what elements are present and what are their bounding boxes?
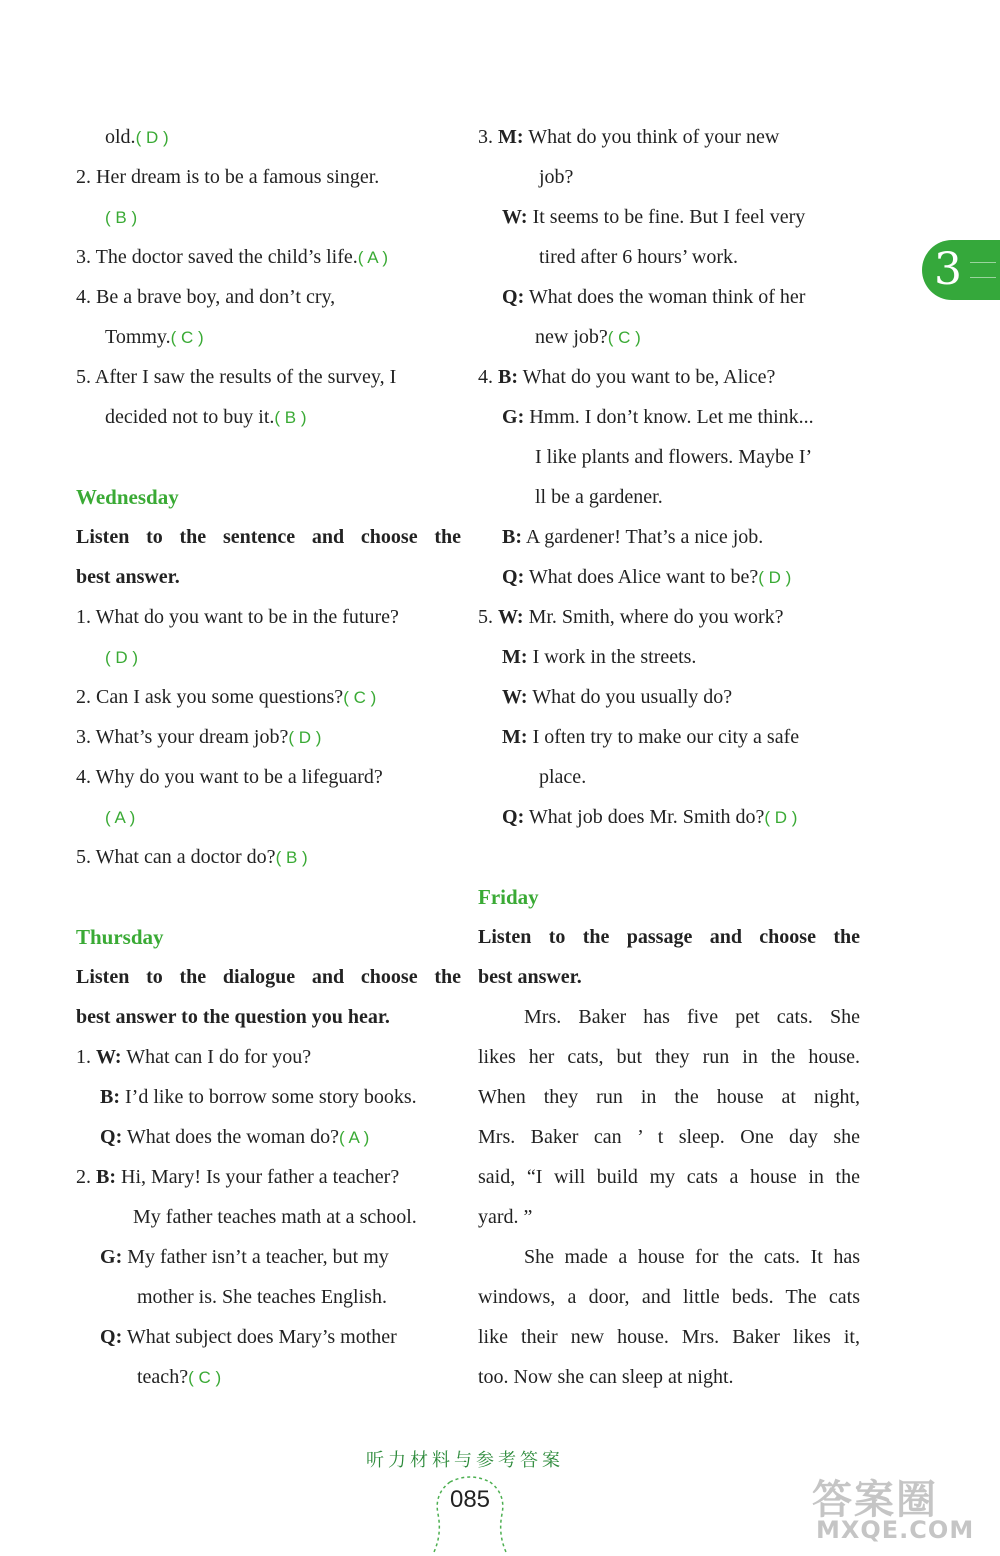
dialogue-line: ll be a gardener. [535, 486, 663, 508]
dialogue-line: W: What do you usually do? [502, 686, 733, 708]
passage-line: Mrs. Baker can ’ t sleep. One day she [478, 1126, 860, 1148]
passage-line: too. Now she can sleep at night. [478, 1366, 734, 1388]
section-title-thursday: Thursday [76, 925, 164, 949]
instruction: Listen to the passage and choose the [478, 926, 860, 948]
list-item: Tommy.( C ) [105, 326, 204, 348]
list-item: 4. Why do you want to be a lifeguard? [76, 766, 383, 788]
answer-label: ( B ) [275, 848, 308, 867]
watermark-en: MXQE.COM [816, 1516, 975, 1544]
dialogue-line: 3. M: What do you think of your new [478, 126, 780, 148]
section-title-friday: Friday [478, 885, 539, 909]
dialogue-line: place. [539, 766, 587, 788]
dialogue-line: job? [539, 166, 574, 188]
list-item: 3. What’s your dream job?( D ) [76, 726, 322, 748]
unit-number: 3 [934, 244, 962, 295]
dialogue-line: 4. B: What do you want to be, Alice? [478, 366, 776, 388]
instruction: best answer. [478, 966, 582, 988]
dialogue-line: Q: What does Alice want to be?( D ) [502, 566, 792, 588]
passage-line: likes her cats, but they run in the house. [478, 1046, 860, 1068]
dialogue-line: B: I’d like to borrow some story books. [100, 1086, 417, 1108]
dialogue-line: I like plants and flowers. Maybe I’ [535, 446, 813, 468]
passage-line: windows, a door, and little beds. The cats [478, 1286, 860, 1308]
dialogue-line: B: A gardener! That’s a nice job. [502, 526, 764, 548]
dialogue-line: 1. W: What can I do for you? [76, 1046, 312, 1068]
tab-decoration [970, 262, 996, 278]
list-item: 5. After I saw the results of the survey, I [76, 366, 397, 388]
passage-line: like their new house. Mrs. Baker likes it, [478, 1326, 860, 1348]
instruction: Listen to the sentence and choose the [76, 526, 461, 548]
answer-label: ( B ) [105, 208, 138, 227]
left-column [76, 117, 461, 1397]
passage-line: said, “I will build my cats a house in the [478, 1166, 860, 1188]
dialogue-line: W: It seems to be fine. But I feel very [502, 206, 806, 228]
dialogue-line: Q: What job does Mr. Smith do?( D ) [502, 806, 798, 828]
dialogue-line: new job?( C ) [535, 326, 641, 348]
unit-tab [922, 240, 1000, 300]
answer-label: ( D ) [758, 568, 792, 587]
dialogue-line: teach?( C ) [137, 1366, 222, 1388]
watermark-cn: 答案圈 [812, 1477, 938, 1523]
answer-label: ( C ) [188, 1368, 222, 1387]
answer-label: ( D ) [288, 728, 322, 747]
list-item: 1. What do you want to be in the future? [76, 606, 399, 628]
list-item: 3. The doctor saved the child’s life.( A ) [76, 246, 389, 268]
page-number-badge [420, 1474, 520, 1556]
answer-label: ( A ) [339, 1128, 370, 1147]
answer-label: ( C ) [607, 328, 641, 347]
dialogue-line: My father teaches math at a school. [133, 1206, 417, 1228]
dialogue-line: M: I work in the streets. [502, 646, 697, 668]
dialogue-line: Q: What does the woman do?( A ) [100, 1126, 370, 1148]
dialogue-line: G: My father isn’t a teacher, but my [100, 1246, 389, 1268]
section-title-wednesday: Wednesday [76, 485, 179, 509]
dialogue-line: tired after 6 hours’ work. [539, 246, 739, 268]
dialogue-line: mother is. She teaches English. [137, 1286, 387, 1308]
list-item: 2. Her dream is to be a famous singer. [76, 166, 380, 188]
passage-line: yard. ” [478, 1206, 533, 1228]
instruction: Listen to the dialogue and choose the [76, 966, 461, 988]
dialogue-line: M: I often try to make our city a safe [502, 726, 800, 748]
answer-label: ( A ) [105, 808, 136, 827]
passage-line: She made a house for the cats. It has [524, 1246, 860, 1268]
instruction: best answer to the question you hear. [76, 1006, 390, 1028]
list-item: 5. What can a doctor do?( B ) [76, 846, 308, 868]
dialogue-line: G: Hmm. I don’t know. Let me think... [502, 406, 814, 428]
answer-label: ( D ) [135, 128, 169, 147]
footer-title: 听力材料与参考答案 [366, 1450, 564, 1471]
watermark [808, 1468, 998, 1548]
dialogue-line: Q: What does the woman think of her [502, 286, 806, 308]
answer-label: ( D ) [105, 648, 139, 667]
list-item [76, 197, 461, 237]
list-item: 2. Can I ask you some questions?( C ) [76, 686, 377, 708]
dialogue-line: Q: What subject does Mary’s mother [100, 1326, 397, 1348]
answer-label: ( D ) [764, 808, 798, 827]
list-item [76, 797, 461, 837]
list-item: 4. Be a brave boy, and don’t cry, [76, 286, 336, 308]
answer-label: ( B ) [274, 408, 307, 427]
list-item: decided not to buy it.( B ) [105, 406, 307, 428]
list-item: old.( D ) [105, 126, 169, 148]
dialogue-line: 5. W: Mr. Smith, where do you work? [478, 606, 784, 628]
page-number: 085 [449, 1486, 491, 1513]
passage-line: When they run in the house at night, [478, 1086, 860, 1108]
passage-line: Mrs. Baker has five pet cats. She [524, 1006, 860, 1028]
answer-label: ( C ) [343, 688, 377, 707]
answer-label: ( A ) [357, 248, 389, 267]
instruction: best answer. [76, 566, 180, 588]
answer-label: ( C ) [170, 328, 204, 347]
right-column [478, 117, 860, 1397]
dialogue-line: 2. B: Hi, Mary! Is your father a teacher? [76, 1166, 400, 1188]
list-item [76, 637, 461, 677]
